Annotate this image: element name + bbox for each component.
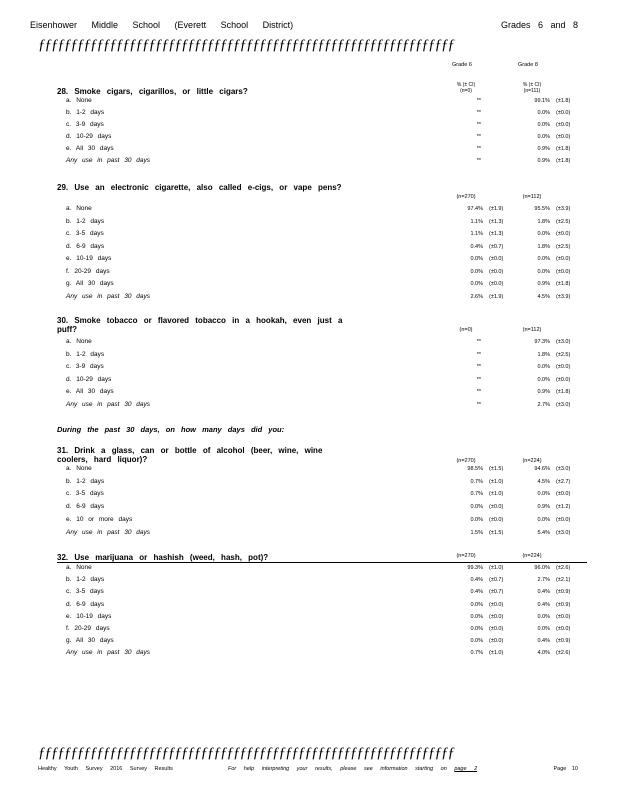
- grade-6-value: **: [476, 389, 481, 396]
- grade-8-ci: (±0.9): [556, 589, 571, 596]
- grade-6-ci: (±1.9): [489, 293, 504, 300]
- response-row: [66, 96, 586, 106]
- grade-8-value: 0.0%: [537, 613, 550, 620]
- response-row: [66, 350, 586, 360]
- grade-8-value: 1.8%: [537, 218, 550, 225]
- grade-8-ci: (±3.0): [556, 466, 571, 472]
- question-title: 29. Use an electronic cigarette, also called e-cigs, or vape pens?: [57, 183, 342, 192]
- response-row: [66, 515, 586, 525]
- grade-6-n: (n=0): [460, 88, 472, 94]
- grade-6-ci: (±1.9): [489, 206, 504, 212]
- grade-8-sample-size: (n=224): [522, 553, 542, 559]
- response-row: [66, 120, 586, 130]
- footer-page-number: Page 10: [553, 766, 578, 772]
- grade-6-value: **: [476, 339, 481, 345]
- response-label: b. 1-2 days: [66, 576, 105, 584]
- grade-8-value: 99.1%: [534, 98, 550, 104]
- response-row: [66, 337, 586, 347]
- grade-8-sample-size: (n=112): [522, 327, 542, 333]
- response-row: [66, 387, 586, 397]
- response-label: b. 1-2 days: [66, 217, 105, 225]
- grade-6-value: 0.0%: [470, 601, 483, 608]
- school-name: Eisenhower Middle School (Everett School District): [30, 20, 294, 30]
- grade-8-ci: (±0.9): [556, 601, 571, 608]
- grade-6-value: 98.5%: [467, 466, 483, 472]
- response-row: [66, 242, 586, 252]
- grade-8-value: 0.9%: [537, 158, 550, 164]
- response-label: e. All 30 days: [66, 388, 114, 396]
- grade-8-ci: (±1.8): [556, 281, 571, 287]
- grade-8-ci: (±1.8): [556, 146, 571, 152]
- response-row: [66, 636, 586, 646]
- grade-8-value: 0.0%: [537, 110, 550, 116]
- response-row: [66, 612, 586, 622]
- response-label: a. None: [66, 465, 92, 472]
- grade-6-value: **: [476, 402, 481, 408]
- response-row: [66, 204, 586, 214]
- grade-8-ci: (±1.8): [556, 158, 571, 164]
- response-label: b. 1-2 days: [66, 477, 105, 485]
- response-row: [66, 229, 586, 239]
- response-row: [66, 108, 586, 118]
- grade-8-value: 0.4%: [537, 589, 550, 596]
- grade-8-ci: (±0.0): [556, 110, 571, 116]
- grade-6-value: **: [476, 98, 481, 104]
- response-row: [66, 624, 586, 634]
- grade-8-value: 0.0%: [537, 626, 550, 632]
- grade-8-value: 4.5%: [537, 478, 550, 485]
- response-row: [66, 375, 586, 385]
- response-label: g. All 30 days: [66, 280, 114, 287]
- response-row: [66, 587, 586, 597]
- grade-8-ci: (±3.0): [556, 529, 571, 536]
- grade-6-sample-size: (n=0): [459, 327, 473, 333]
- grade-6-value: **: [476, 376, 481, 383]
- response-row: [66, 132, 586, 142]
- grade-6-sample-size: (n=270): [456, 194, 476, 200]
- grade-6-sample-size: (n=270): [456, 458, 476, 464]
- response-label: g. All 30 days: [66, 637, 114, 645]
- response-label: e. 10-19 days: [66, 255, 112, 262]
- response-label: a. None: [66, 338, 92, 345]
- response-row: [66, 254, 586, 264]
- grade-6-ci: (±1.0): [489, 650, 504, 657]
- grade-6-ci: (±1.0): [489, 491, 504, 498]
- any-use-row: [66, 648, 586, 658]
- page-footer: [38, 766, 578, 776]
- question-title: 28. Smoke cigars, cigarillos, or little cigars?: [57, 87, 248, 96]
- grade-6-value: 0.4%: [470, 577, 483, 584]
- grade-8-pct-label: % (± CI): [522, 82, 542, 88]
- grade-6-sample-size: (n=270): [456, 553, 476, 559]
- grade-8-ci: (±2.1): [556, 577, 571, 584]
- grade-8-value: 0.0%: [537, 231, 550, 237]
- grade-8-ci: (±0.0): [556, 122, 571, 128]
- grade-6-value: 0.0%: [470, 626, 483, 632]
- grade-8-ci: (±0.0): [556, 364, 571, 371]
- grade-6-header: Grade 6: [452, 62, 472, 68]
- grade-6-ci: (±0.0): [489, 601, 504, 608]
- grade-6-ci: (±1.0): [489, 565, 504, 571]
- response-label: e. 10-19 days: [66, 612, 112, 620]
- grade-6-value: 99.3%: [467, 565, 483, 571]
- grade-8-n: (n=111): [523, 88, 541, 94]
- grade-8-ci: (±0.0): [556, 134, 571, 140]
- grade-6-value: 97.4%: [467, 206, 483, 212]
- grade-6-value: 0.4%: [470, 243, 483, 250]
- decorative-rule-bottom: ƒƒƒƒƒƒƒƒƒƒƒƒƒƒƒƒƒƒƒƒƒƒƒƒƒƒƒƒƒƒƒƒƒƒƒƒƒƒƒƒƒƒƒƒƒƒƒƒƒƒƒƒƒƒƒƒƒƒƒƒƒƒƒƒ: [38, 745, 454, 761]
- grade-6-ci: (±1.3): [489, 231, 504, 237]
- response-row: [66, 267, 586, 277]
- grade-8-value: 95.5%: [534, 206, 550, 212]
- grade-8-ci: (±3.9): [556, 206, 571, 212]
- grade-8-value: 0.0%: [537, 364, 550, 371]
- response-label: Any use in past 30 days: [66, 157, 151, 164]
- grade-8-value: 0.0%: [537, 516, 550, 523]
- grade-6-value: **: [476, 122, 481, 128]
- grade-6-ci: (±0.7): [489, 243, 504, 250]
- grade-8-ci: (±0.0): [556, 268, 571, 275]
- grade-8-value: 2.7%: [537, 577, 550, 584]
- response-row: [66, 217, 586, 227]
- grade-6-value: 1.1%: [470, 231, 483, 237]
- grade-8-ci: (±1.2): [556, 504, 571, 511]
- grade-8-ci: (±2.5): [556, 218, 571, 225]
- response-label: c. 3-9 days: [66, 121, 104, 128]
- grade-8-value: 96.0%: [534, 565, 550, 571]
- response-label: a. None: [66, 205, 92, 212]
- grade-6-value: 0.4%: [470, 589, 483, 596]
- response-label: c. 3-5 days: [66, 230, 104, 237]
- any-use-row: [66, 156, 586, 166]
- grade-8-value: 0.0%: [537, 268, 550, 275]
- response-label: e. 10 or more days: [66, 515, 133, 523]
- response-label: Any use in past 30 days: [66, 292, 151, 300]
- footer-survey-title: Healthy Youth Survey 2016 Survey Results: [38, 766, 173, 772]
- footer-help-label: For help interpreting your results, please see information starting on: [228, 766, 447, 772]
- grade-6-ci: (±0.0): [489, 638, 504, 645]
- grade-8-ci: (±3.0): [556, 339, 571, 345]
- response-label: d. 6-9 days: [66, 503, 105, 511]
- section-heading: During the past 30 days, on how many days did you:: [57, 425, 285, 434]
- grade-6-ci: (±1.0): [489, 478, 504, 485]
- grades-label: Grades 6 and 8: [500, 20, 578, 30]
- grade-8-value: 0.0%: [537, 134, 550, 140]
- grade-8-ci: (±3.0): [556, 402, 571, 408]
- grade-6-value: 2.6%: [470, 293, 483, 300]
- response-label: Any use in past 30 days: [66, 649, 151, 657]
- response-row: [66, 502, 586, 512]
- grade-6-ci: (±0.0): [489, 516, 504, 523]
- response-row: [66, 563, 586, 573]
- grade-6-value: **: [476, 364, 481, 371]
- grade-8-value: 0.9%: [537, 146, 550, 152]
- grade-6-value: **: [476, 110, 481, 116]
- any-use-row: [66, 292, 586, 302]
- grade-8-value: 0.0%: [537, 376, 550, 383]
- grade-6-value: 0.0%: [470, 516, 483, 523]
- question-title: 31. Drink a glass, can or bottle of alcohol (beer, wine, wine coolers, hard liquor)?: [57, 446, 323, 464]
- grade-8-header: Grade 8: [518, 62, 538, 68]
- grade-8-value: 5.4%: [537, 529, 550, 536]
- grade-6-value: 1.5%: [470, 529, 483, 536]
- grade-6-value: 0.0%: [470, 638, 483, 645]
- grade-8-value: 97.3%: [534, 339, 550, 345]
- grade-8-ci: (±1.8): [556, 389, 571, 396]
- response-label: d. 6-9 days: [66, 242, 105, 250]
- grade-6-value: 1.1%: [470, 218, 483, 225]
- grade-8-ci: (±2.7): [556, 478, 571, 485]
- grade-6-ci: (±1.3): [489, 218, 504, 225]
- footer-page-link[interactable]: page 2: [454, 766, 478, 772]
- grade-6-ci: (±0.7): [489, 589, 504, 596]
- grade-8-ci: (±2.6): [556, 565, 571, 571]
- page-header: [30, 20, 578, 34]
- response-label: Any use in past 30 days: [66, 401, 151, 408]
- grade-6-ci: (±1.5): [489, 529, 504, 536]
- grade-6-pct-label: % (± CI): [456, 82, 476, 88]
- grade-8-value: 0.0%: [537, 256, 550, 262]
- response-row: [66, 464, 586, 474]
- grade-8-value: 0.4%: [537, 638, 550, 645]
- response-label: f. 20-29 days: [66, 267, 110, 275]
- grade-6-value: **: [476, 158, 481, 164]
- any-use-row: [66, 400, 586, 410]
- grade-6-value: 0.7%: [470, 491, 483, 498]
- grade-6-value: **: [476, 146, 481, 152]
- grade-6-ci: (±0.0): [489, 268, 504, 275]
- grade-8-ci: (±2.5): [556, 243, 571, 250]
- grade-8-value: 0.4%: [537, 601, 550, 608]
- response-row: [66, 144, 586, 154]
- grade-6-value: **: [476, 351, 481, 358]
- grade-8-value: 94.6%: [534, 466, 550, 472]
- grade-6-value: 0.0%: [470, 504, 483, 511]
- response-label: Any use in past 30 days: [66, 528, 151, 536]
- response-label: b. 1-2 days: [66, 350, 105, 358]
- grade-6-value: 0.7%: [470, 478, 483, 485]
- grade-6-value: **: [476, 134, 481, 140]
- response-label: c. 3-5 days: [66, 490, 104, 498]
- response-row: [66, 600, 586, 610]
- footer-help-text: [228, 766, 477, 772]
- response-label: e. All 30 days: [66, 145, 114, 152]
- grade-8-ci: (±0.0): [556, 626, 571, 632]
- response-label: d. 6-9 days: [66, 600, 105, 608]
- grade-8-value: 2.7%: [537, 402, 550, 408]
- grade-8-ci: (±1.8): [556, 98, 571, 104]
- response-label: c. 3-9 days: [66, 363, 104, 371]
- response-row: [66, 362, 586, 372]
- grade-8-value: 4.0%: [537, 650, 550, 657]
- response-label: f. 20-29 days: [66, 625, 110, 632]
- grade-8-ci: (±0.0): [556, 516, 571, 523]
- response-label: c. 3-5 days: [66, 588, 104, 596]
- grade-6-value: 0.0%: [470, 256, 483, 262]
- grade-8-ci: (±0.0): [556, 231, 571, 237]
- grade-8-value: 0.0%: [537, 122, 550, 128]
- grade-8-ci: (±0.0): [556, 613, 571, 620]
- grade-6-ci: (±0.0): [489, 256, 504, 262]
- grade-8-ci: (±0.0): [556, 491, 571, 498]
- grade-6-ci: (±0.0): [489, 626, 504, 632]
- response-label: d. 10-29 days: [66, 375, 112, 383]
- grade-8-value: 4.5%: [537, 293, 550, 300]
- any-use-row: [66, 528, 586, 538]
- grade-8-ci: (±2.6): [556, 650, 571, 657]
- grade-6-ci: (±0.0): [489, 613, 504, 620]
- response-row: [66, 575, 586, 585]
- grade-8-ci: (±2.5): [556, 351, 571, 358]
- grade-8-ci: (±3.9): [556, 293, 571, 300]
- grade-8-sample-size: (n=224): [522, 458, 542, 464]
- response-row: [66, 477, 586, 487]
- grade-8-value: 0.0%: [537, 491, 550, 498]
- response-label: a. None: [66, 564, 92, 571]
- grade-6-value: 0.0%: [470, 268, 483, 275]
- grade-6-ci: (±0.7): [489, 577, 504, 584]
- response-row: [66, 489, 586, 499]
- grade-6-value: 0.7%: [470, 650, 483, 657]
- response-label: a. None: [66, 97, 92, 104]
- grade-8-value: 0.9%: [537, 504, 550, 511]
- response-label: d. 10-29 days: [66, 133, 112, 140]
- question-title: 30. Smoke tobacco or flavored tobacco in a hookah, even just a puff?: [57, 316, 343, 334]
- grade-8-ci: (±0.0): [556, 256, 571, 262]
- grade-8-value: 0.9%: [537, 389, 550, 396]
- grade-8-value: 1.8%: [537, 243, 550, 250]
- grade-6-value: 0.0%: [470, 281, 483, 287]
- grade-6-ci: (±0.0): [489, 504, 504, 511]
- response-row: [66, 279, 586, 289]
- grade-8-ci: (±0.0): [556, 376, 571, 383]
- grade-6-value: 0.0%: [470, 613, 483, 620]
- question-title: 32. Use marijuana or hashish (weed, hash, pot)?: [57, 553, 269, 562]
- grade-6-ci: (±0.0): [489, 281, 504, 287]
- response-label: b. 1-2 days: [66, 109, 105, 116]
- grade-8-value: 0.9%: [537, 281, 550, 287]
- question-underline: [57, 562, 587, 563]
- decorative-rule-top: ƒƒƒƒƒƒƒƒƒƒƒƒƒƒƒƒƒƒƒƒƒƒƒƒƒƒƒƒƒƒƒƒƒƒƒƒƒƒƒƒƒƒƒƒƒƒƒƒƒƒƒƒƒƒƒƒƒƒƒƒƒƒƒƒ: [38, 37, 454, 53]
- grade-6-ci: (±1.5): [489, 466, 504, 472]
- grade-8-sample-size: (n=112): [522, 194, 542, 200]
- grade-8-value: 1.8%: [537, 351, 550, 358]
- grade-8-ci: (±0.9): [556, 638, 571, 645]
